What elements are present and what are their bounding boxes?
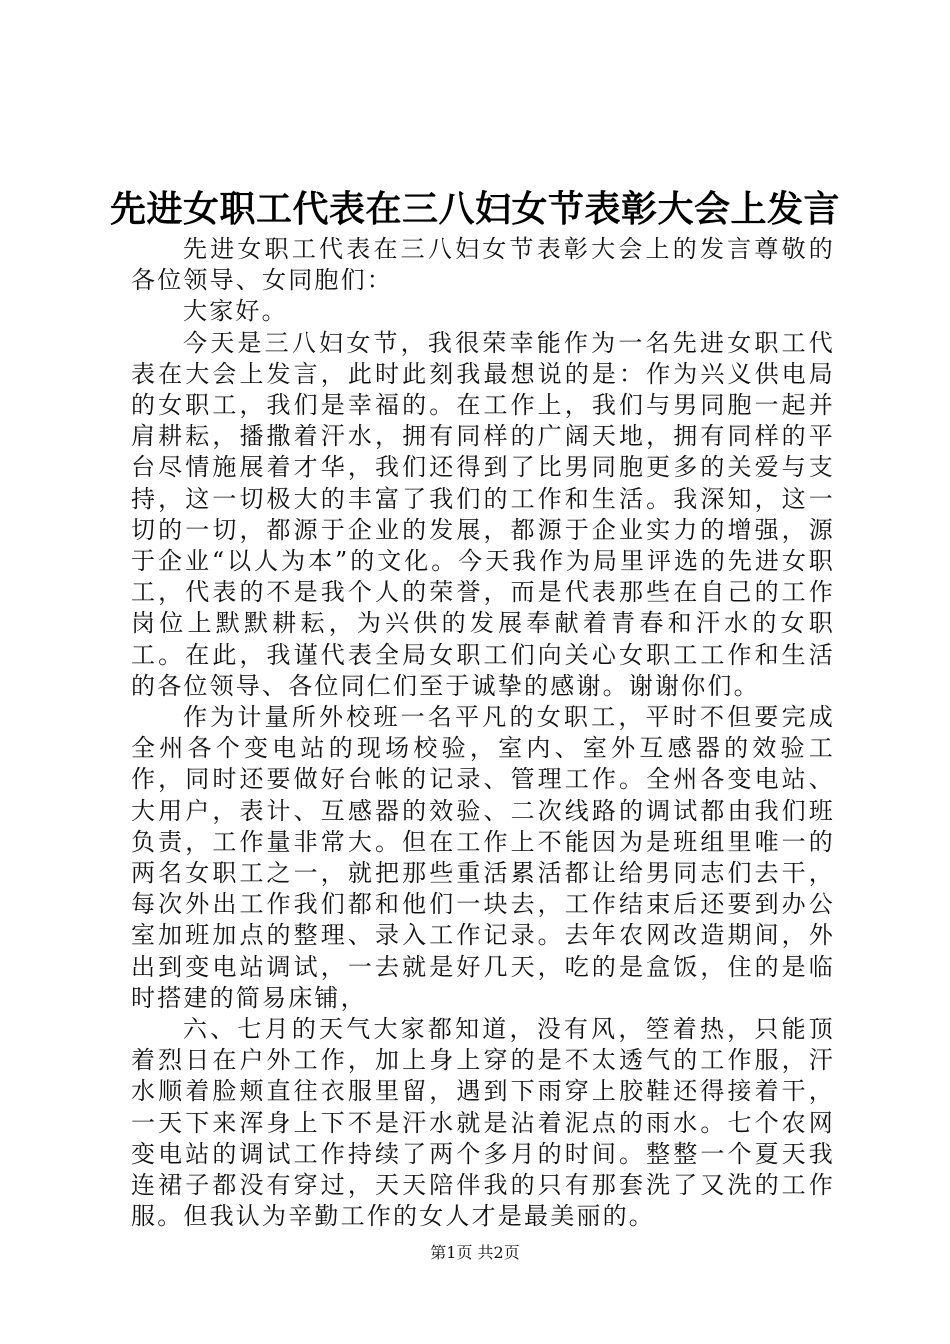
paragraph-greeting: 先进女职工代表在三八妇女节表彰大会上的发言尊敬的各位领导、女同胞们： — [131, 235, 835, 295]
paragraph-hello: 大家好。 — [183, 297, 288, 326]
paragraph-intro: 今天是三八妇女节，我很荣幸能作为一名先进女职工代表在大会上发言，此时此刻我最想说的是：作为兴义供电局的女职工，我们是幸福的。在工作上，我们与男同胞一起并肩耕耘，播撒着汗水，拥有同样的广阔天地，拥有同样的平台尽情施展着才华，我们还得到了比男同胞更多的关爱与支持，这一切极大的丰富了我们的工作和生活。我深知，这一切的一切，都源于企业的发展，都源于企业实力的增强，源于企业“以人为本”的文化。今天我作为局里评选的先进女职工，代表的不是我个人的荣誉，而是代表那些在自己的工作岗位上默默耕耘，为兴供的发展奉献着青春和汗水的女职工。在此，我谨代表全局女职工们向关心女职工工作和生活的各位领导、各位同仁们至于诚挚的感谢。谢谢你们。 — [131, 328, 835, 700]
page-number-footer: 第1页 共2页 — [430, 1243, 520, 1262]
paragraph-summer: 六、七月的天气大家都知道，没有风，箜着热，只能顶着烈日在户外工作，加上身上穿的是不太透气的工作服，汗水顺着脸颊直往衣服里留，遇到下雨穿上胶鞋还得接着干，一天下来浑身上下不是汗水就是沾着泥点的雨水。七个农网变电站的调试工作持续了两个多月的时间。整整一个夏天我连裙子都没有穿过，天天陪伴我的只有那套洗了又洗的工作服。但我认为辛勤工作的女人才是最美丽的。 — [131, 1015, 835, 1231]
document-title: 先进女职工代表在三八妇女节表彰大会上发言 — [109, 189, 840, 230]
document-body — [131, 234, 835, 1233]
paragraph-work: 作为计量所外校班一名平凡的女职工，平时不但要完成全州各个变电站的现场校验，室内、室外互感器的效验工作，同时还要做好台帐的记录、管理工作。全州各变电站、大用户，表计、互感器的效验、二次线路的调试都由我们班负责，工作量非常大。但在工作上不能因为是班组里唯一的两名女职工之一，就把那些重活累活都让给男同志们去干，每次外出工作我们都和他们一块去，工作结束后还要到办公室加班加点的整理、录入工作记录。去年农网改造期间，外出到变电站调试，一去就是好几天，吃的是盒饭，住的是临时搭建的简易床铺， — [131, 703, 835, 1012]
